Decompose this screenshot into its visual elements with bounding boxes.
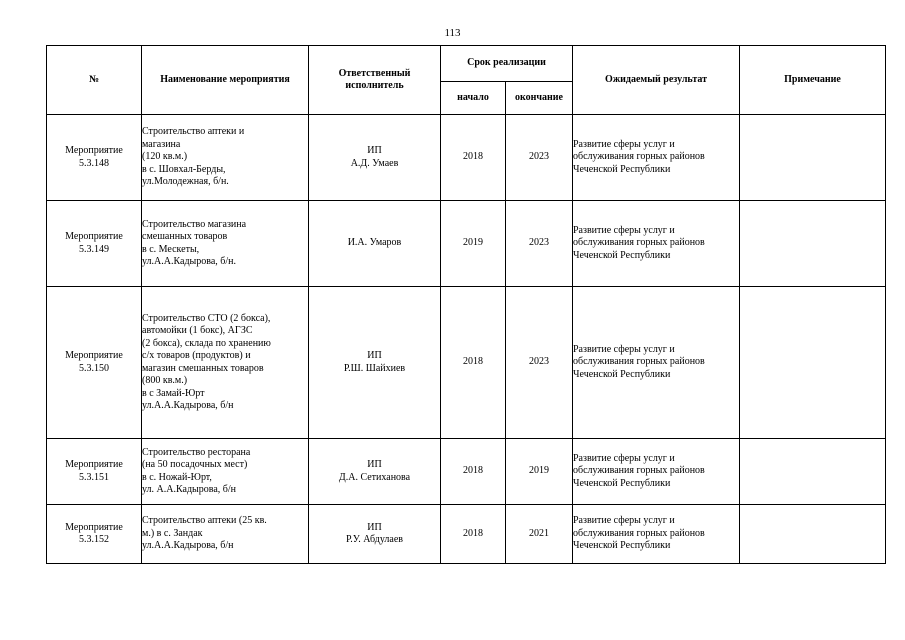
- table-row: [47, 505, 886, 564]
- start-year: 2018: [441, 439, 506, 505]
- table-row: [47, 201, 886, 287]
- measure-name: Строительство ресторана (на 50 посадочных мест) в с. Ножай-Юрт, ул. А.А.Кадырова, б/н: [142, 439, 309, 505]
- header-responsible: Ответственный исполнитель: [309, 46, 441, 115]
- header-number: №: [47, 46, 142, 115]
- table-row: [47, 287, 886, 439]
- start-year: 2018: [441, 115, 506, 201]
- responsible-executor: ИП Р.Ш. Шайхиев: [309, 287, 441, 439]
- expected-result: Развитие сферы услуг и обслуживания горных районов Чеченской Республики: [573, 201, 740, 287]
- expected-result: Развитие сферы услуг и обслуживания горных районов Чеченской Республики: [573, 439, 740, 505]
- header-result: Ожидаемый результат: [573, 46, 740, 115]
- measure-id: Мероприятие 5.3.151: [47, 439, 142, 505]
- header-name: Наименование мероприятия: [142, 46, 309, 115]
- header-start: начало: [441, 82, 506, 115]
- end-year: 2021: [506, 505, 573, 564]
- responsible-executor: ИП Д.А. Сетиханова: [309, 439, 441, 505]
- note-cell: [740, 201, 886, 287]
- responsible-executor: ИП А.Д. Умаев: [309, 115, 441, 201]
- note-cell: [740, 287, 886, 439]
- measure-name: Строительство аптеки (25 кв. м.) в с. Зандак ул.А.А.Кадырова, б/н: [142, 505, 309, 564]
- measure-id: Мероприятие 5.3.148: [47, 115, 142, 201]
- end-year: 2023: [506, 287, 573, 439]
- measure-id: Мероприятие 5.3.152: [47, 505, 142, 564]
- measures-table: [46, 45, 886, 564]
- responsible-executor: ИП Р.У. Абдулаев: [309, 505, 441, 564]
- end-year: 2023: [506, 115, 573, 201]
- measure-name: Строительство аптеки и магазина (120 кв.м.) в с. Шовхал-Берды, ул.Молодежная, б/н.: [142, 115, 309, 201]
- measure-id: Мероприятие 5.3.150: [47, 287, 142, 439]
- table-row: [47, 439, 886, 505]
- note-cell: [740, 505, 886, 564]
- page-number: 113: [444, 27, 461, 39]
- start-year: 2018: [441, 287, 506, 439]
- header-note: Примечание: [740, 46, 886, 115]
- start-year: 2019: [441, 201, 506, 287]
- note-cell: [740, 115, 886, 201]
- end-year: 2023: [506, 201, 573, 287]
- expected-result: Развитие сферы услуг и обслуживания горных районов Чеченской Республики: [573, 287, 740, 439]
- responsible-executor: И.А. Умаров: [309, 201, 441, 287]
- measure-name: Строительство магазина смешанных товаров в с. Мескеты, ул.А.А.Кадырова, б/н.: [142, 201, 309, 287]
- measure-name: Строительство СТО (2 бокса), автомойки (1 бокс), АГЗС (2 бокса), склада по хранению с/х товаров (продуктов) и магазин смешанных товаров (800 кв.м.) в с Замай-Юрт ул.А.А.Кадырова, б/н: [142, 287, 309, 439]
- header-period: Срок реализации: [441, 46, 573, 82]
- start-year: 2018: [441, 505, 506, 564]
- end-year: 2019: [506, 439, 573, 505]
- expected-result: Развитие сферы услуг и обслуживания горных районов Чеченской Республики: [573, 505, 740, 564]
- expected-result: Развитие сферы услуг и обслуживания горных районов Чеченской Республики: [573, 115, 740, 201]
- note-cell: [740, 439, 886, 505]
- header-end: окончание: [506, 82, 573, 115]
- table-row: [47, 115, 886, 201]
- measure-id: Мероприятие 5.3.149: [47, 201, 142, 287]
